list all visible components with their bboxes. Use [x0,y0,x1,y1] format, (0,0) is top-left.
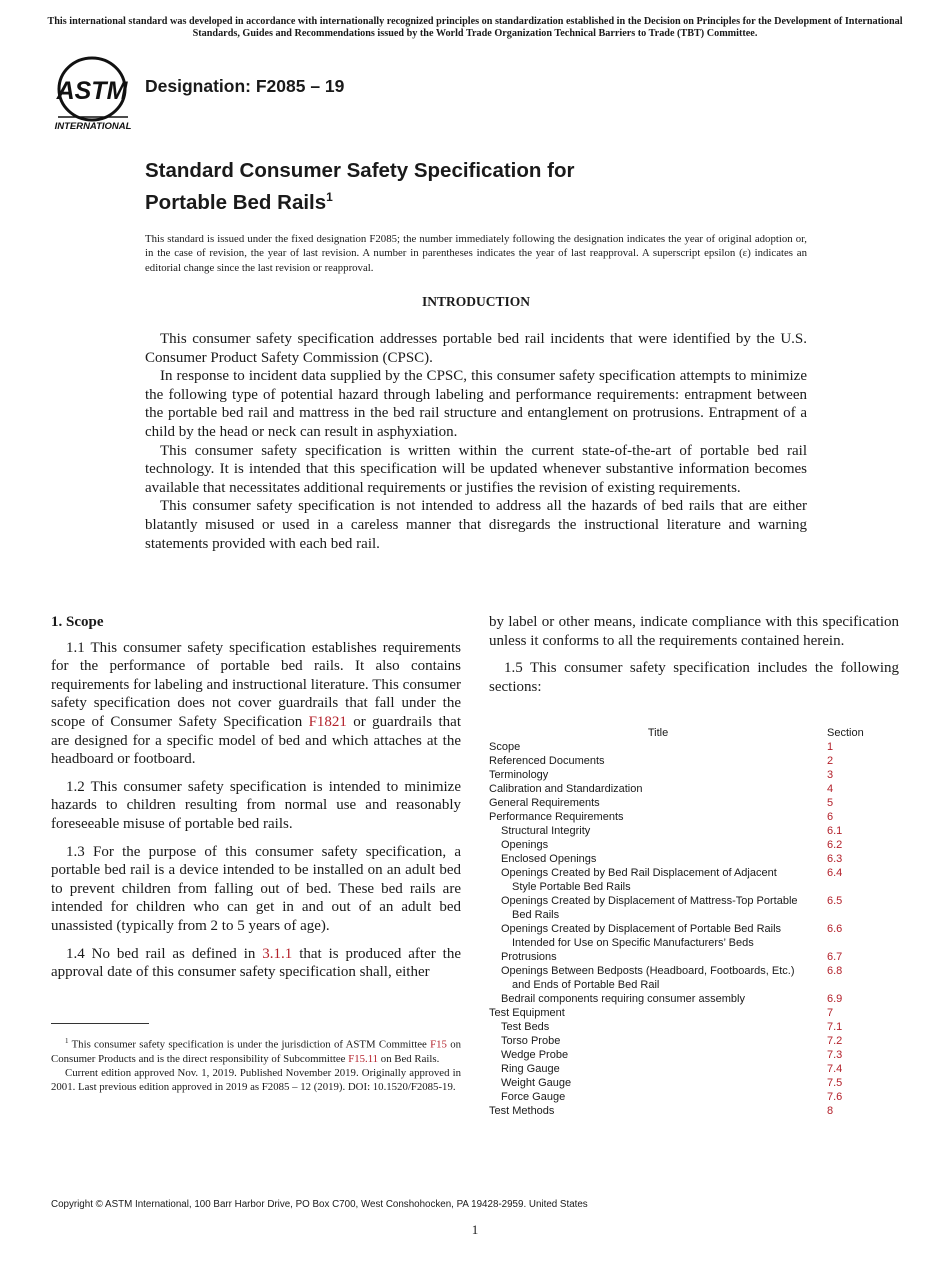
toc-title: Test Methods [489,1105,555,1117]
toc-row [489,1062,899,1076]
toc-section-link[interactable]: 4 [827,783,834,795]
toc-section-link[interactable]: 7.6 [827,1091,843,1103]
toc-title: Openings [501,839,549,851]
toc-title: Protrusions [501,951,557,963]
toc-row [489,754,899,768]
toc-title: Openings Created by Bed Rail Displacement of Adjacent Style Portable Bed Rails [501,867,777,893]
astm-logo [52,55,134,133]
toc-row [489,964,899,992]
scope-1-5: 1.5 This consumer safety specification includes the following sections: [489,660,899,695]
toc-row [489,796,899,810]
toc-section-link[interactable]: 3 [827,769,834,781]
toc-title: Test Equipment [489,1007,565,1019]
toc-title: Calibration and Standardization [489,783,643,795]
toc-row [489,824,899,838]
toc-row [489,922,899,950]
toc-title: Weight Gauge [501,1077,572,1089]
title-line-2: Portable Bed Rails [145,190,327,214]
ref-link-3-1-1[interactable]: 3.1.1 [262,945,293,962]
intro-paragraph: This consumer safety specification is not intended to address all the hazards of bed rails that are either blatantly misused or used in a careless manner that disregards the instructional literature and warning statements provided with each bed rail. [145,498,807,552]
toc-title: Ring Gauge [501,1063,560,1075]
page-number: 1 [471,1222,479,1237]
toc-section-link[interactable]: 2 [827,755,834,767]
issued-note: This standard is issued under the fixed designation F2085; the number immediately following the designation indicates the year of original adoption or, in the case of revision, the year of last revision. A number in parentheses indicates the year of last reapproval. A superscript epsilon (ε) indicates an editorial change since the last revision or reapproval. [145,233,807,274]
toc-section-link[interactable]: 8 [827,1105,834,1117]
toc-section-link[interactable]: 1 [827,741,834,753]
footnote-edition: Current edition approved Nov. 1, 2019. Published November 2019. Originally approved in 2001. Last previous edition approved in 2019 as F2085 – 12 (2019). DOI: 10.1520/F2085-19. [51,1067,461,1094]
toc-row [489,810,899,824]
toc-section-link[interactable]: 6.9 [827,993,843,1005]
toc-title: Scope [489,741,521,753]
toc-row [489,992,899,1006]
scope-1-4: 1.4 No bed rail as defined in 3.1.1 that is produced after the approval date of this consumer safety specification shall, either [51,945,461,981]
toc-row [489,1090,899,1104]
toc-section-link[interactable]: 6.4 [827,867,843,879]
document-title [145,158,574,216]
standard-notice: This international standard was developed in accordance with internationally recognized principles on standardization established in the Decision on Principles for the Development of International Standards, Guides and Recommendations issued by the World Trade Organization Technical Barriers to Trade (TBT) Committee. [47,16,903,39]
toc-section-link[interactable]: 7.2 [827,1035,843,1047]
astm-logo-subtext: INTERNATIONAL [54,121,132,132]
toc-row [489,1020,899,1034]
toc-title: Enclosed Openings [501,853,597,865]
toc-title: Torso Probe [501,1035,561,1047]
intro-paragraph: This consumer safety specification addresses portable bed rail incidents that were identified by the U.S. Consumer Product Safety Commission (CPSC). [145,331,807,366]
scope-1-4-continued: by label or other means, indicate compliance with this specification unless it conforms to all the requirements contained herein. [489,614,899,649]
toc-title: General Requirements [489,797,600,809]
toc-section-link[interactable]: 6.3 [827,853,843,865]
toc-title: Structural Integrity [501,825,591,837]
toc-title: Openings Between Bedposts (Headboard, Footboards, Etc.) and Ends of Portable Bed Rail [501,965,795,991]
scope-1-2: 1.2 This consumer safety specification is intended to minimize hazards to children resulting from normal use and reasonably foreseeable misuse of portable bed rails. [51,778,461,832]
toc-section-link[interactable]: 6.5 [827,895,843,907]
toc-row [489,1104,899,1118]
toc-section-link[interactable]: 7.4 [827,1063,843,1075]
ref-link-f1821[interactable]: F1821 [308,713,347,730]
toc-title: Referenced Documents [489,755,605,767]
astm-logo-text: ASTM [56,77,128,105]
toc-section-link[interactable]: 6 [827,811,834,823]
left-column [51,613,461,991]
toc-row [489,740,899,754]
toc-row [489,866,899,894]
toc-section-link[interactable]: 5 [827,797,834,809]
toc-row [489,1006,899,1020]
footnote-divider [51,1023,149,1024]
toc-section-link[interactable]: 7.3 [827,1049,843,1061]
toc-row [489,1076,899,1090]
toc-row [489,768,899,782]
toc-row [489,1048,899,1062]
introduction-body [145,330,807,553]
toc-title: Test Beds [501,1021,550,1033]
toc-row [489,838,899,852]
toc-section-link[interactable]: 7.1 [827,1021,843,1033]
toc-section-link[interactable]: 6.1 [827,825,843,837]
designation: Designation: F2085 – 19 [145,76,345,96]
toc-row [489,852,899,866]
column-header-section: Section [827,727,864,739]
footnote [51,1034,461,1094]
toc-section-link[interactable]: 7.5 [827,1077,843,1089]
right-column [489,613,899,705]
toc-section-link[interactable]: 6.8 [827,965,843,977]
toc-section-link[interactable]: 7 [827,1007,834,1019]
copyright: Copyright © ASTM International, 100 Barr Harbor Drive, PO Box C700, West Conshohocken, PA 19428-2959. United States [51,1199,588,1210]
toc-row [489,950,899,964]
toc-section-link[interactable]: 6.6 [827,923,843,935]
toc-title: Performance Requirements [489,811,624,823]
scope-1-1: 1.1 This consumer safety specification establishes requirements for the performance of portable bed rails. It also contains requirements for labeling and instructional literature. This consumer safety specification does not cover guardrails that fall under the scope of Consumer Safety Specification F1821 or guardrails that are designed for a specific model of bed and which attaches at the headboard or footboard. [51,639,461,768]
intro-paragraph: This consumer safety specification is written within the current state-of-the-art of portable bed rail technology. It is intended that this specification will be updated whenever substantive information becomes available that necessitates additional requirements or justifies the revision of existing requirements. [145,442,807,496]
toc-row [489,782,899,796]
toc-title: Terminology [489,769,549,781]
ref-link-f15-11[interactable]: F15.11 [348,1052,379,1065]
toc-title: Bedrail components requiring consumer assembly [501,993,745,1005]
sections-table-header [489,726,899,740]
toc-row [489,894,899,922]
toc-title: Openings Created by Displacement of Portable Bed Rails Intended for Use on Specific Manufacturers’ Beds [501,923,782,949]
introduction-heading: INTRODUCTION [421,294,530,309]
footnote-1: $^1$ This consumer safety specification is under the jurisdiction of ASTM Committee F15 on Consumer Products and is the direct responsibility of Subcommittee F15.11 on Bed Rails. [51,1037,461,1065]
toc-section-link[interactable]: 6.7 [827,951,843,963]
sections-table [489,726,899,1118]
title-line-1: Standard Consumer Safety Specification for [145,159,575,182]
column-header-title: Title [647,727,669,739]
intro-paragraph: In response to incident data supplied by the CPSC, this consumer safety specification attempts to minimize the following type of potential hazard through labeling and performance requirements: entrapment between the portable bed rail and mattress in the bed rail structure and entanglement on protrusions. Entrapment of a child by the head or neck can result in asphyxiation. [145,368,807,440]
toc-row [489,1034,899,1048]
scope-1-3: 1.3 For the purpose of this consumer safety specification, a portable bed rail is a device intended to be installed on an adult bed to prevent children from falling out of bed. These bed rails are intended for children who can get in and out of an adult bed unassisted (typically from 2 to 5 years of age). [51,843,461,934]
toc-title: Force Gauge [501,1091,566,1103]
scope-heading: 1. Scope [51,614,104,630]
toc-section-link[interactable]: 6.2 [827,839,843,851]
toc-title: Openings Created by Displacement of Mattress-Top Portable Bed Rails [501,895,798,921]
title-footnote-mark: 1 [326,190,333,204]
ref-link-f15[interactable]: F15 [430,1038,447,1051]
toc-title: Wedge Probe [501,1049,569,1061]
